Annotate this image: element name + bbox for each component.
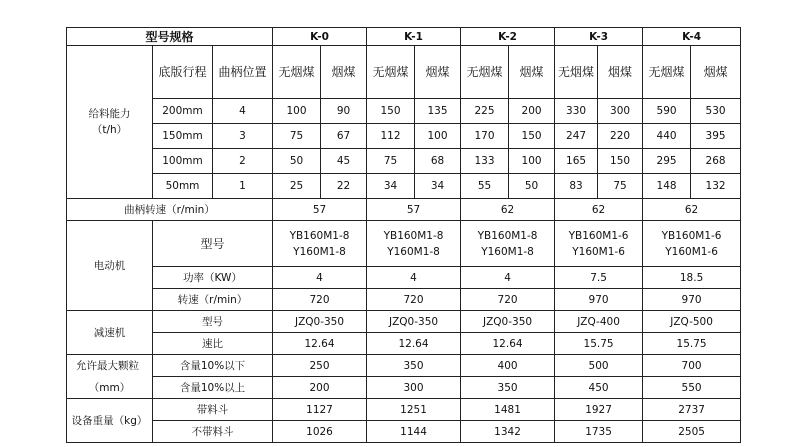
value-cell: 300: [367, 377, 461, 399]
motor-speed-label: 转速（r/min）: [153, 289, 273, 311]
value-cell: 50: [509, 174, 555, 199]
table-row: [67, 267, 741, 289]
spec-table: [66, 27, 741, 443]
value-cell: [643, 221, 741, 267]
crank-cell: 1: [213, 174, 273, 199]
value-cell: 75: [273, 124, 321, 149]
value-cell: [367, 221, 461, 267]
value-cell: [461, 221, 555, 267]
coal-b-header: 烟煤: [598, 46, 643, 99]
table-row: [67, 355, 741, 377]
value-cell: 55: [461, 174, 509, 199]
motor-power-label: 功率（KW）: [153, 267, 273, 289]
table-row: [67, 333, 741, 355]
value-cell: 50: [273, 149, 321, 174]
crank-cell: 2: [213, 149, 273, 174]
weight-with-label: 带料斗: [153, 399, 273, 421]
table-row: [67, 174, 741, 199]
table-row: [67, 377, 741, 399]
value-cell: 132: [691, 174, 741, 199]
value-cell: 1127: [273, 399, 367, 421]
value-cell: 440: [643, 124, 691, 149]
coal-a-header: 无烟煤: [643, 46, 691, 99]
value-cell: 1927: [555, 399, 643, 421]
weight-label: 设备重量（kg）: [67, 399, 153, 443]
coal-b-header: 烟煤: [415, 46, 461, 99]
value-cell: 62: [461, 199, 555, 221]
value-cell: 68: [415, 149, 461, 174]
value-cell: 100: [415, 124, 461, 149]
particle-above-label: 含量10%以上: [153, 377, 273, 399]
coal-b-header: 烟煤: [321, 46, 367, 99]
motor-model-a: YB160M1-8: [477, 229, 538, 242]
stroke-cell: 150mm: [153, 124, 213, 149]
value-cell: 4: [273, 267, 367, 289]
motor-model-a: YB160M1-8: [289, 229, 350, 242]
value-cell: 220: [598, 124, 643, 149]
value-cell: 25: [273, 174, 321, 199]
value-cell: 15.75: [643, 333, 741, 355]
value-cell: 247: [555, 124, 598, 149]
coal-a-header: 无烟煤: [367, 46, 415, 99]
value-cell: 1144: [367, 421, 461, 443]
value-cell: 67: [321, 124, 367, 149]
particle-unit: （mm）: [88, 381, 131, 394]
value-cell: 590: [643, 99, 691, 124]
value-cell: 148: [643, 174, 691, 199]
value-cell: JZQ0-350: [273, 311, 367, 333]
value-cell: 500: [555, 355, 643, 377]
feed-label: 给料能力: [88, 108, 131, 120]
value-cell: 90: [321, 99, 367, 124]
motor-model-b: Y160M1-8: [387, 245, 440, 258]
particle-label: 允许最大颗粒: [76, 359, 139, 372]
value-cell: 700: [643, 355, 741, 377]
value-cell: 150: [509, 124, 555, 149]
stroke-cell: 50mm: [153, 174, 213, 199]
value-cell: 12.64: [461, 333, 555, 355]
model-header: K-2: [461, 28, 555, 46]
value-cell: 970: [643, 289, 741, 311]
value-cell: 100: [509, 149, 555, 174]
value-cell: 62: [555, 199, 643, 221]
feed-unit: （t/h）: [91, 124, 128, 136]
stroke-header: 底版行程: [153, 46, 213, 99]
motor-model-b: Y160M1-6: [572, 245, 625, 258]
value-cell: JZQ-500: [643, 311, 741, 333]
value-cell: 720: [461, 289, 555, 311]
model-header: K-1: [367, 28, 461, 46]
value-cell: 530: [691, 99, 741, 124]
crank-cell: 3: [213, 124, 273, 149]
table-row: [67, 46, 741, 99]
value-cell: 200: [273, 377, 367, 399]
value-cell: 75: [367, 149, 415, 174]
value-cell: 7.5: [555, 267, 643, 289]
motor-model-a: YB160M1-6: [661, 229, 722, 242]
model-header: K-0: [273, 28, 367, 46]
motor-model-b: Y160M1-6: [665, 245, 718, 258]
coal-a-header: 无烟煤: [555, 46, 598, 99]
table-row: [67, 421, 741, 443]
motor-model-b: Y160M1-8: [481, 245, 534, 258]
value-cell: 18.5: [643, 267, 741, 289]
model-header: K-4: [643, 28, 741, 46]
particle-label-cell: [67, 355, 153, 399]
value-cell: 330: [555, 99, 598, 124]
value-cell: 1481: [461, 399, 555, 421]
value-cell: 268: [691, 149, 741, 174]
value-cell: 12.64: [367, 333, 461, 355]
crank-speed-label: 曲柄转速（r/min）: [67, 199, 273, 221]
value-cell: 350: [367, 355, 461, 377]
value-cell: 100: [273, 99, 321, 124]
table-header-row: [67, 28, 741, 46]
coal-b-header: 烟煤: [509, 46, 555, 99]
value-cell: 112: [367, 124, 415, 149]
value-cell: [273, 221, 367, 267]
value-cell: 45: [321, 149, 367, 174]
value-cell: 720: [273, 289, 367, 311]
table-row: [67, 199, 741, 221]
value-cell: 12.64: [273, 333, 367, 355]
value-cell: 34: [415, 174, 461, 199]
value-cell: 165: [555, 149, 598, 174]
value-cell: 150: [598, 149, 643, 174]
table-row: [67, 124, 741, 149]
value-cell: 720: [367, 289, 461, 311]
value-cell: JZQ-400: [555, 311, 643, 333]
value-cell: 1735: [555, 421, 643, 443]
value-cell: 350: [461, 377, 555, 399]
value-cell: 400: [461, 355, 555, 377]
value-cell: 1342: [461, 421, 555, 443]
feed-label-cell: [67, 46, 153, 199]
value-cell: 295: [643, 149, 691, 174]
particle-below-label: 含量10%以下: [153, 355, 273, 377]
weight-without-label: 不带料斗: [153, 421, 273, 443]
value-cell: 150: [367, 99, 415, 124]
coal-b-header: 烟煤: [691, 46, 741, 99]
motor-model-a: YB160M1-6: [568, 229, 629, 242]
value-cell: 133: [461, 149, 509, 174]
coal-a-header: 无烟煤: [461, 46, 509, 99]
value-cell: 57: [367, 199, 461, 221]
value-cell: JZQ0-350: [461, 311, 555, 333]
value-cell: 550: [643, 377, 741, 399]
value-cell: 250: [273, 355, 367, 377]
reducer-label: 减速机: [67, 311, 153, 355]
motor-model-label: 型号: [153, 221, 273, 267]
value-cell: 4: [461, 267, 555, 289]
stroke-cell: 100mm: [153, 149, 213, 174]
coal-a-header: 无烟煤: [273, 46, 321, 99]
value-cell: 15.75: [555, 333, 643, 355]
value-cell: 22: [321, 174, 367, 199]
reducer-ratio-label: 速比: [153, 333, 273, 355]
value-cell: 135: [415, 99, 461, 124]
crank-cell: 4: [213, 99, 273, 124]
value-cell: 62: [643, 199, 741, 221]
table-row: [67, 221, 741, 267]
motor-model-a: YB160M1-8: [383, 229, 444, 242]
value-cell: 83: [555, 174, 598, 199]
motor-model-b: Y160M1-8: [293, 245, 346, 258]
value-cell: 1026: [273, 421, 367, 443]
value-cell: 2737: [643, 399, 741, 421]
value-cell: 395: [691, 124, 741, 149]
value-cell: 970: [555, 289, 643, 311]
value-cell: 300: [598, 99, 643, 124]
crank-header: 曲柄位置: [213, 46, 273, 99]
table-row: [67, 399, 741, 421]
value-cell: 4: [367, 267, 461, 289]
table-row: [67, 149, 741, 174]
value-cell: 1251: [367, 399, 461, 421]
value-cell: 200: [509, 99, 555, 124]
reducer-model-label: 型号: [153, 311, 273, 333]
table-row: [67, 289, 741, 311]
value-cell: 57: [273, 199, 367, 221]
value-cell: [555, 221, 643, 267]
value-cell: 2505: [643, 421, 741, 443]
motor-label: 电动机: [67, 221, 153, 311]
value-cell: 225: [461, 99, 509, 124]
value-cell: JZQ0-350: [367, 311, 461, 333]
model-header: K-3: [555, 28, 643, 46]
table-row: [67, 311, 741, 333]
value-cell: 170: [461, 124, 509, 149]
value-cell: 450: [555, 377, 643, 399]
spec-header: 型号规格: [67, 28, 273, 46]
value-cell: 75: [598, 174, 643, 199]
stroke-cell: 200mm: [153, 99, 213, 124]
table-row: [67, 99, 741, 124]
value-cell: 34: [367, 174, 415, 199]
